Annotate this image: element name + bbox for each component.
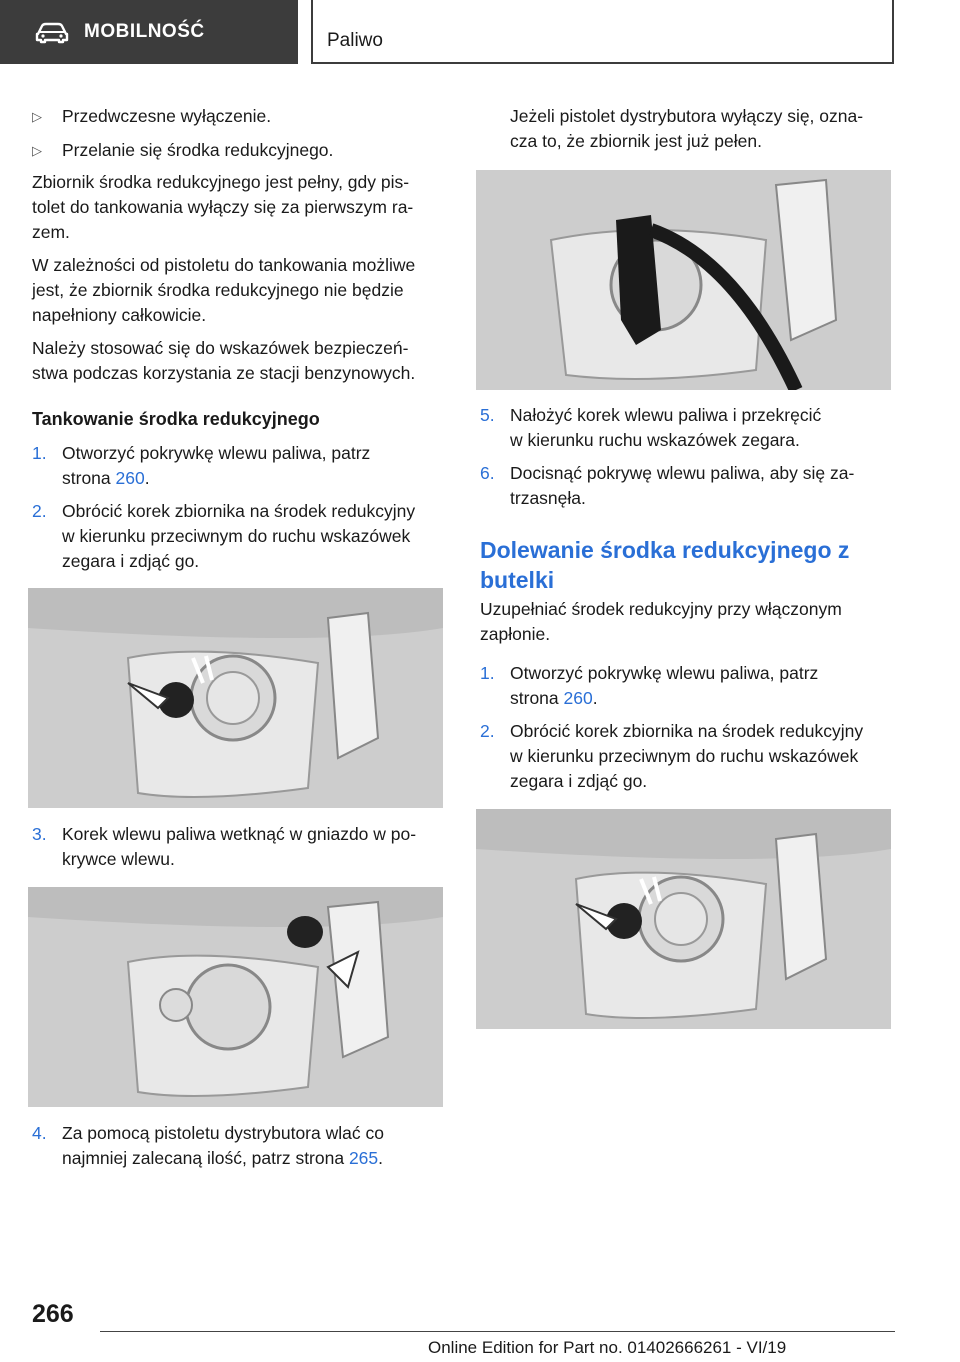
step-item: 3. Korek wlewu paliwa wetknąć w gniazdo w po- krywce wlewu. bbox=[32, 822, 416, 872]
triangle-bullet-icon: ▷ bbox=[32, 143, 42, 158]
step-item: 1. Otworzyć pokrywkę wlewu paliwa, patrz strona 260. bbox=[32, 441, 370, 491]
fuel-flap-image bbox=[28, 887, 443, 1107]
section-header bbox=[0, 0, 298, 64]
step-number: 2. bbox=[480, 721, 495, 741]
page-link[interactable]: 260 bbox=[563, 688, 593, 708]
step-number: 5. bbox=[480, 405, 495, 425]
step-number: 4. bbox=[32, 1123, 47, 1143]
subheading: Tankowanie środka redukcyjnego bbox=[32, 409, 320, 429]
page-link[interactable]: 260 bbox=[115, 468, 145, 488]
section-heading: Dolewanie środka redukcyjnego z butelki bbox=[480, 537, 850, 593]
step-item: 2. Obrócić korek zbiornika na środek redukcyjny w kierunku przeciwnym do ruchu wskazówek zegara i zdjąć go. bbox=[32, 499, 415, 574]
step-item: 1. Otworzyć pokrywkę wlewu paliwa, patrz strona 260. bbox=[480, 661, 818, 711]
step-number: 1. bbox=[480, 663, 495, 683]
car-icon bbox=[34, 20, 70, 44]
step-item: 2. Obrócić korek zbiornika na środek redukcyjny w kierunku przeciwnym do ruchu wskazówek zegara i zdjąć go. bbox=[480, 719, 863, 794]
step-number: 3. bbox=[32, 824, 47, 844]
chapter-header bbox=[311, 0, 894, 64]
step-item: 5. Nałożyć korek wlewu paliwa i przekręcić w kierunku ruchu wskazówek zegara. bbox=[480, 403, 821, 453]
step-number: 1. bbox=[32, 443, 47, 463]
chapter-title: Paliwo bbox=[327, 30, 383, 51]
fuel-flap-image bbox=[476, 809, 891, 1029]
step-number: 2. bbox=[32, 501, 47, 521]
paragraph: Uzupełniać środek redukcyjny przy włączonym zapłonie. bbox=[480, 599, 842, 644]
triangle-bullet-icon: ▷ bbox=[32, 109, 42, 124]
list-item-text: Przedwczesne wyłączenie. bbox=[62, 106, 272, 126]
list-item bbox=[32, 104, 271, 129]
list-item-text: Przelanie się środka redukcyjnego. bbox=[62, 140, 334, 160]
page-link[interactable]: 265 bbox=[348, 1148, 379, 1168]
page-number: 266 bbox=[32, 1300, 74, 1328]
fuel-flap-image bbox=[28, 588, 443, 808]
step-item: 6. Docisnąć pokrywę wlewu paliwa, aby się za- trzasnęła. bbox=[480, 461, 854, 511]
fuel-nozzle-image bbox=[476, 170, 891, 390]
step-number: 6. bbox=[480, 463, 495, 483]
section-title: MOBILNOŚĆ bbox=[84, 21, 205, 42]
list-item bbox=[32, 138, 333, 163]
paragraph: Należy stosować się do wskazówek bezpieczeń- stwa podczas korzystania ze stacji benzynowych. bbox=[32, 338, 416, 383]
paragraph: W zależności od pistoletu do tankowania możliwe jest, że zbiornik środka redukcyjnego nie będzie napełniony całkowicie. bbox=[32, 255, 416, 325]
step-item: 4. Za pomocą pistoletu dystrybutora wlać co najmniej zalecaną ilość, patrz strona 265. bbox=[32, 1121, 384, 1171]
paragraph: Jeżeli pistolet dystrybutora wyłączy się, ozna- cza to, że zbiornik jest już pełen. bbox=[510, 106, 864, 151]
paragraph: Zbiornik środka redukcyjnego jest pełny, gdy pis- tolet do tankowania wyłączy się za pierwszym ra- zem. bbox=[32, 172, 414, 242]
footer-edition: Online Edition for Part no. 01402666261 - VI/19 bbox=[428, 1338, 787, 1357]
footer-divider bbox=[100, 1331, 895, 1332]
